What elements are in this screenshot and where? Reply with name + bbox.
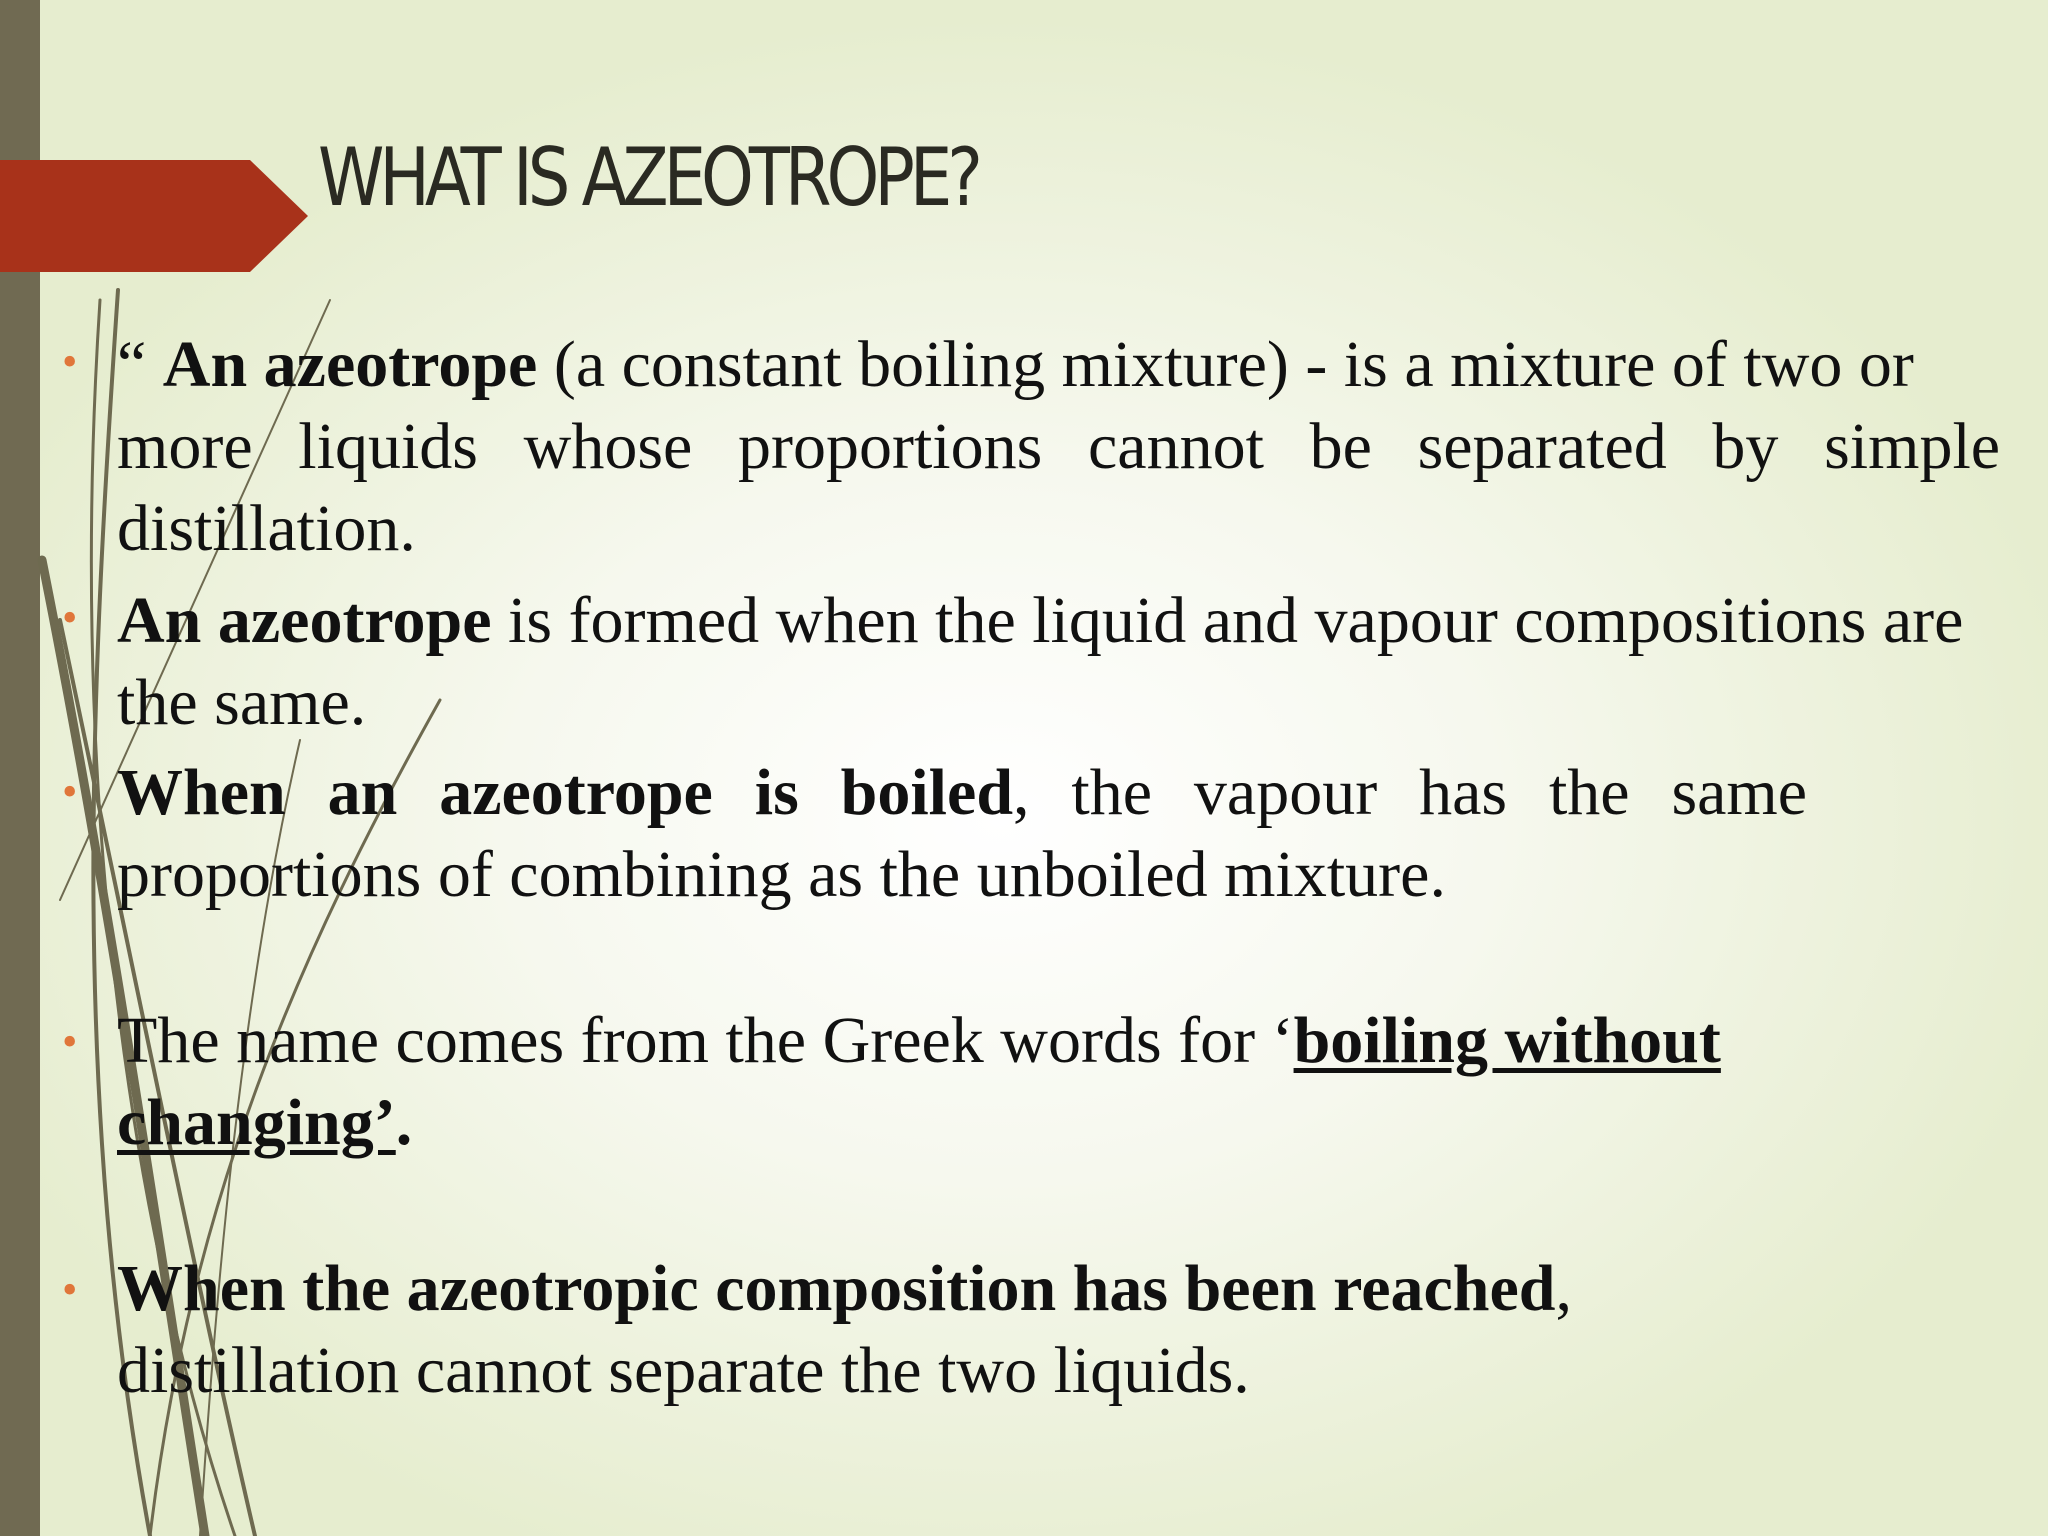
bullet-1-bold-term: An azeotrope bbox=[162, 328, 538, 401]
bullet-1-line-1 bbox=[117, 324, 2000, 406]
bold-word: boiled bbox=[840, 756, 1014, 829]
bullet-item-1 bbox=[117, 324, 2000, 570]
word: by bbox=[1712, 410, 1779, 483]
open-quote: “ bbox=[117, 328, 163, 401]
bold-word: an bbox=[327, 756, 398, 829]
word: same bbox=[1671, 756, 1808, 829]
word: liquids bbox=[298, 410, 478, 483]
word: whose bbox=[523, 410, 693, 483]
word: vapour bbox=[1193, 756, 1378, 829]
bullet-5-line-1 bbox=[117, 1248, 1572, 1330]
bullet-5-line-2: distillation cannot separate the two liquids. bbox=[117, 1334, 1250, 1407]
slide-title: WHAT IS AZEOTROPE? bbox=[318, 131, 978, 224]
bullet-1-line-1-text: (a constant boiling mixture) - is a mixture of two or bbox=[537, 328, 1914, 401]
period: . bbox=[395, 1086, 413, 1159]
word: cannot bbox=[1087, 410, 1264, 483]
bullet-item-3 bbox=[117, 752, 1807, 916]
bullet-5-bold-phrase: When the azeotropic composition has been reached bbox=[117, 1252, 1556, 1325]
comma: , bbox=[1013, 756, 1030, 829]
bullet-4-line-1 bbox=[117, 1000, 1721, 1082]
word: the bbox=[1548, 756, 1630, 829]
word: separated bbox=[1417, 410, 1667, 483]
bullet-4-line-2 bbox=[117, 1082, 1721, 1164]
bold-word: is bbox=[754, 756, 799, 829]
word: the bbox=[1071, 756, 1153, 829]
underlined-phrase-2: changing’ bbox=[117, 1086, 396, 1159]
bold-word: When bbox=[117, 756, 286, 829]
bullet-marker: • bbox=[62, 337, 78, 386]
bullet-3-line-2: proportions of combining as the unboiled mixture. bbox=[117, 838, 1446, 911]
bullet-marker: • bbox=[62, 767, 78, 816]
bullet-4-prefix: The name comes from the Greek words for ‘ bbox=[117, 1004, 1294, 1077]
bullet-marker: • bbox=[62, 1017, 78, 1066]
bullet-marker: • bbox=[62, 1265, 78, 1314]
bullet-item-5 bbox=[117, 1248, 1572, 1412]
bullet-2-bold-term: An azeotrope bbox=[117, 584, 492, 657]
underlined-phrase-1: boiling without bbox=[1293, 1004, 1721, 1077]
bold-word: azeotrope bbox=[439, 756, 713, 829]
word: proportions bbox=[737, 410, 1043, 483]
comma: , bbox=[1555, 1252, 1572, 1325]
bullet-marker: • bbox=[62, 593, 78, 642]
word: has bbox=[1419, 756, 1508, 829]
bullet-2-line-2: the same. bbox=[117, 666, 367, 739]
bullet-item-2 bbox=[117, 580, 1963, 744]
bullet-3-line-1 bbox=[117, 752, 1807, 834]
bullet-item-4 bbox=[117, 1000, 1721, 1164]
bullet-2-line-1 bbox=[117, 580, 1963, 662]
bold-word-with-comma bbox=[841, 756, 1030, 829]
word: more bbox=[117, 410, 253, 483]
bullet-1-line-3: distillation. bbox=[117, 492, 416, 565]
word: be bbox=[1309, 410, 1372, 483]
bullet-1-line-2 bbox=[117, 406, 2000, 488]
bullet-2-line-1-text: is formed when the liquid and vapour compositions are bbox=[491, 584, 1964, 657]
word: simple bbox=[1824, 410, 2001, 483]
